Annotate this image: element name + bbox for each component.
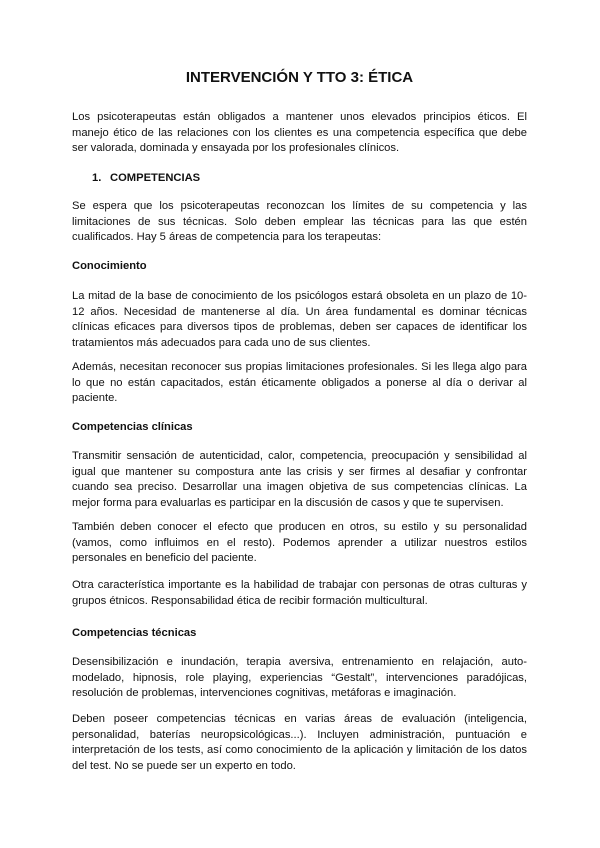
tecnicas-paragraph-2: Deben poseer competencias técnicas en varias áreas de evaluación (inteligencia, personalidad, baterías neuropsicológicas...). Incluyen administración, puntuación e interpretación de los tests, así como conocimiento de la aplicación y limitación de los datos del test. No se puede ser un experto en todo. bbox=[72, 713, 527, 772]
conocimiento-paragraph-2: Además, necesitan reconocer sus propias limitaciones profesionales. Si les llega algo para lo que no están capacitados, están éticamente obligados a ponerse al día o derivar al paciente. bbox=[72, 361, 527, 404]
clinicas-paragraph-3: Otra característica importante es la habilidad de trabajar con personas de otras culturas y grupos étnicos. Responsabilidad ética de recibir formación multicultural. bbox=[72, 579, 527, 607]
section-label: COMPETENCIAS bbox=[110, 172, 201, 184]
intro-paragraph: Los psicoterapeutas están obligados a mantener unos elevados principios éticos. El manejo ético de las relaciones con los clientes es una competencia específica que debe ser valorada, dominada y ensayada por los profesionales clínicos. bbox=[72, 111, 527, 154]
tecnicas-paragraph-1: Desensibilización e inundación, terapia aversiva, entrenamiento en relajación, auto-modelado, hipnosis, role playing, experiencias “Gestalt”, intervenciones paradójicas, resolución de problemas, intervenciones cognitivas, metáforas e imaginación. bbox=[72, 656, 527, 699]
clinicas-paragraph-2: También deben conocer el efecto que producen en otros, su estilo y su personalidad (vamos, como influimos en el resto). Podemos aprender a utilizar nuestros estilos personales en beneficio del paciente. bbox=[72, 521, 527, 564]
section-heading-competencias bbox=[92, 171, 200, 186]
conocimiento-paragraph-1: La mitad de la base de conocimiento de los psicólogos estará obsoleta en un plazo de 10-12 años. Necesidad de mantenerse al día. Un área fundamental es dominar técnicas clínicas eficaces para diversos tipos de problemas, deben ser capaces de identificar los tratamientos más adecuados para cada uno de sus clientes. bbox=[72, 290, 527, 349]
subheading-competencias-tecnicas: Competencias técnicas bbox=[72, 627, 197, 639]
subheading-conocimiento: Conocimiento bbox=[72, 260, 147, 272]
clinicas-paragraph-1: Transmitir sensación de autenticidad, calor, competencia, preocupación y sensibilidad al igual que mantener su compostura ante las crisis y ser firmes al desafiar y confrontar cuando sea preciso. Desarrollar una imagen objetiva de sus competencias clínicas. La mejor forma para evaluarlas es participar en la discusión de casos y que te supervisen. bbox=[72, 450, 527, 509]
competencias-paragraph: Se espera que los psicoterapeutas reconozcan los límites de su competencia y las limitaciones de sus técnicas. Solo deben emplear las técnicas para las que estén cualificados. Hay 5 áreas de competencia para los terapeutas: bbox=[72, 200, 527, 243]
subheading-competencias-clinicas: Competencias clínicas bbox=[72, 421, 193, 433]
page-title: INTERVENCIÓN Y TTO 3: ÉTICA bbox=[185, 69, 414, 86]
section-number: 1. bbox=[92, 172, 102, 184]
